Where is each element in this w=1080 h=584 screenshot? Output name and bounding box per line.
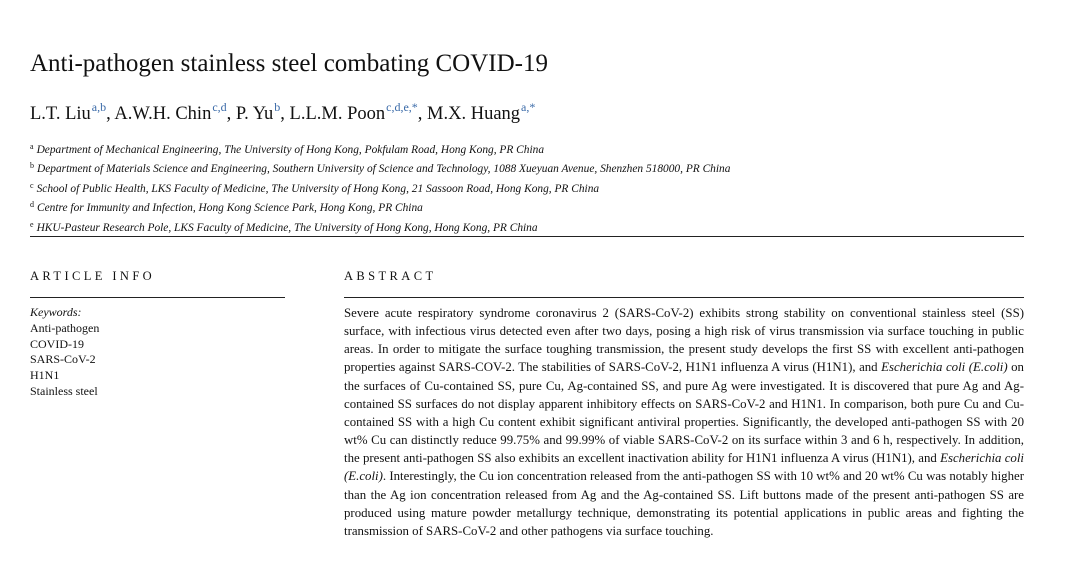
affiliation-text: Department of Mechanical Engineering, The University of Hong Kong, Pokfulam Road, Hong Kong, PR China bbox=[36, 144, 545, 156]
paper-title: Anti-pathogen stainless steel combating COVID-19 bbox=[30, 50, 548, 77]
author bbox=[235, 100, 290, 124]
article-info-heading: ARTICLE INFO bbox=[30, 269, 156, 283]
author bbox=[427, 100, 536, 124]
abstract-text bbox=[344, 304, 1024, 540]
author-name: P. Yu bbox=[235, 104, 274, 124]
affiliation-mark: e bbox=[30, 219, 34, 229]
keyword: Stainless steel bbox=[30, 383, 98, 398]
affiliation-text: Department of Materials Science and Engineering, Southern University of Science and Technology, 1088 Xueyuan Avenue, Shenzhen 518000, PR China bbox=[37, 163, 731, 176]
author bbox=[30, 100, 115, 124]
affiliation-text: Centre for Immunity and Infection, Hong Kong Science Park, Hong Kong, PR China bbox=[37, 202, 423, 215]
affiliation bbox=[30, 217, 730, 236]
author-name: L.L.M. Poon bbox=[289, 104, 386, 124]
author-list bbox=[30, 100, 535, 125]
author-affiliation-marks[interactable]: b bbox=[274, 100, 281, 114]
affiliation bbox=[30, 197, 730, 216]
abstract-segment: . Interestingly, the Cu ion concentration released from the anti-pathogen SS with 10 wt% and 20 wt% Cu was notably higher than the Ag ion concentration released from Ag and the Ag-contained SS. Lift buttons made of the present anti-pathogen SS are produced using mature powder metallurgy technique, demonstrating its potential applications in public areas and fighting the transmission of SARS-CoV-2 and other pathogens via surface touching. bbox=[344, 469, 1024, 538]
keyword: H1N1 bbox=[30, 368, 60, 383]
affiliation-text: HKU-Pasteur Research Pole, LKS Faculty of Medicine, The University of Hong Kong, Hong Kong, PR China bbox=[36, 221, 538, 234]
header-divider bbox=[30, 236, 1024, 237]
author-separator: , bbox=[280, 104, 290, 124]
abstract-heading: ABSTRACT bbox=[344, 269, 437, 283]
author-name: M.X. Huang bbox=[427, 104, 521, 124]
abstract-segment: Severe acute respiratory syndrome coronavirus 2 (SARS-CoV-2) exhibits strong stability on conventional stainless steel (SS) surface, with infectious virus detected even after two days, posing a high risk of virus transmission via surface touching in public areas. In order to mitigate the surface toughing transmission, the present study develops the first SS with excellent anti-pathogen properties against SARS-COV-2. The stabilities of SARS-CoV-2, H1N1 influenza A virus (H1N1), and bbox=[344, 306, 1024, 375]
author-separator: , bbox=[226, 104, 236, 124]
affiliation-mark: a bbox=[30, 142, 34, 151]
keywords-block bbox=[30, 305, 99, 400]
affiliation-mark: b bbox=[30, 161, 34, 171]
keywords-label: Keywords: bbox=[30, 305, 82, 319]
author-separator: , bbox=[417, 104, 428, 124]
author bbox=[289, 100, 428, 124]
abstract-segment-italic: Escherichia coli (E.coli) bbox=[881, 360, 1008, 375]
abstract-segment: on the surfaces of Cu-contained SS, pure Cu, Ag-contained SS, and pure Ag were investigated. It is discovered that pure Ag and Ag-contained SS surfaces do not display apparent inhibitory effects on SARS-CoV-2 and H1N1. In comparison, both pure Cu and Cu-contained SS with a high Cu content exhibit significant antiviral properties. Significantly, the developed anti-pathogen SS with 20 wt% Cu can distinctly reduce 99.75% and 99.99% of viable SARS-CoV-2 on its surface within 3 and 6 h, respectively. In addition, the present anti-pathogen SS also exhibits an excellent inactivation ability for H1N1 influenza A virus (H1N1), and bbox=[344, 360, 1024, 466]
affiliation bbox=[30, 158, 730, 177]
affiliation bbox=[30, 139, 730, 158]
author-name: A.W.H. Chin bbox=[114, 104, 212, 124]
article-info-divider bbox=[30, 297, 285, 298]
affiliation-text: School of Public Health, LKS Faculty of Medicine, The University of Hong Kong, 21 Sassoon Road, Hong Kong, PR China bbox=[36, 182, 600, 195]
author-affiliation-marks[interactable]: c,d,e,* bbox=[386, 100, 418, 114]
keyword: SARS-CoV-2 bbox=[30, 352, 96, 367]
affiliation-mark: d bbox=[30, 200, 34, 210]
author-affiliation-marks[interactable]: c,d bbox=[212, 100, 227, 114]
author-affiliation-marks[interactable]: a,* bbox=[521, 100, 536, 114]
author-affiliation-marks[interactable]: a,b bbox=[91, 100, 107, 114]
author-name: L.T. Liu bbox=[30, 104, 91, 124]
affiliation-list bbox=[30, 139, 730, 236]
author-separator: , bbox=[106, 104, 115, 124]
affiliation bbox=[30, 178, 730, 197]
keyword: COVID-19 bbox=[30, 336, 84, 351]
abstract-segment-italic: Escherichia coli (E.coli) bbox=[344, 451, 1024, 484]
abstract-divider bbox=[344, 297, 1024, 298]
author bbox=[114, 100, 236, 124]
affiliation-mark: c bbox=[30, 180, 34, 190]
keyword: Anti-pathogen bbox=[30, 320, 100, 335]
